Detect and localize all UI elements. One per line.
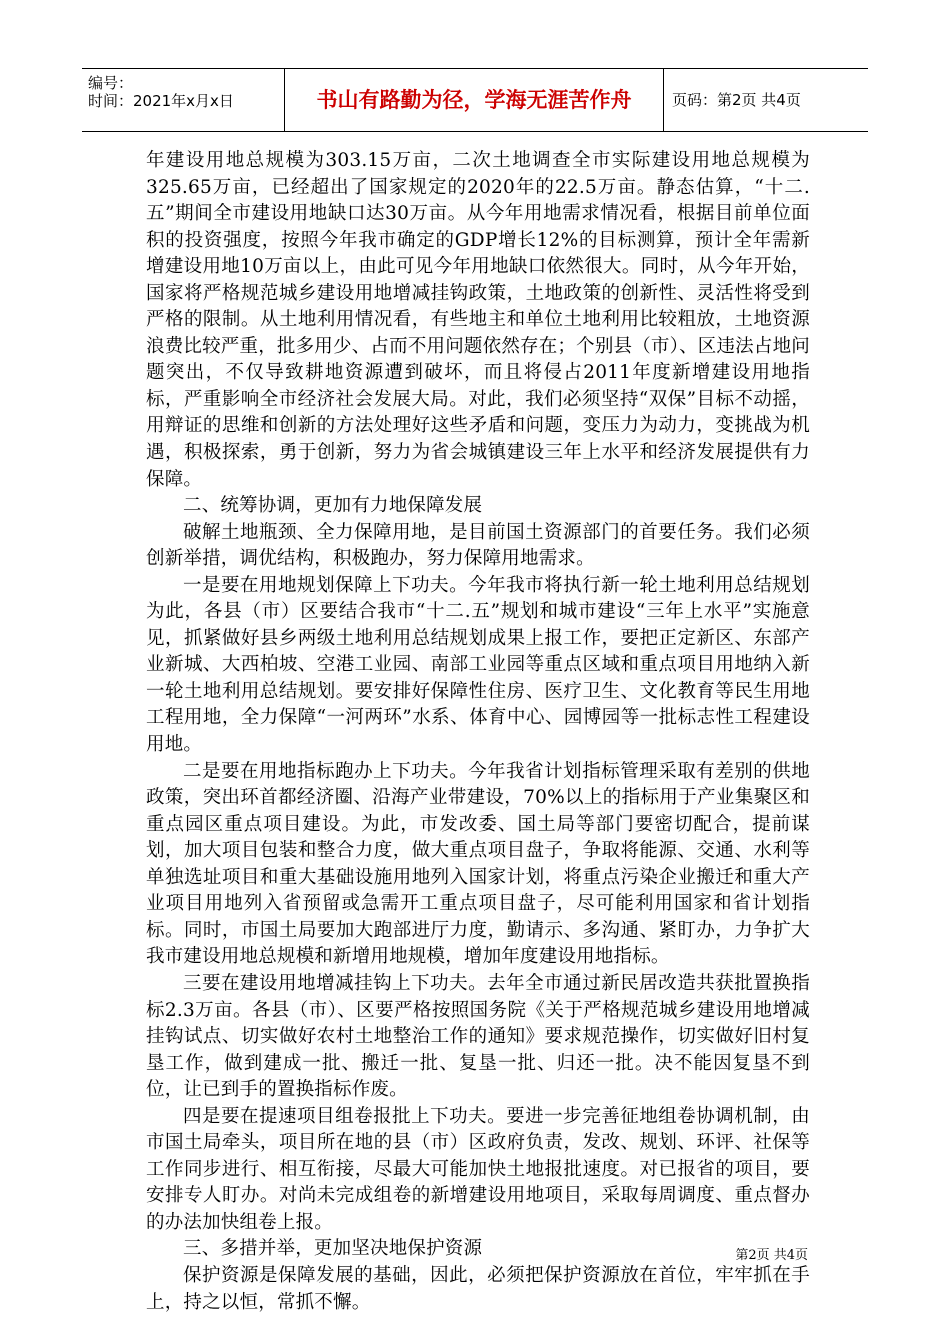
header-motto: 书山有路勤为径，学海无涯苦作舟: [285, 69, 664, 131]
section-heading: 二、统筹协调，更加有力地保障发展: [183, 495, 483, 517]
paragraph: 四是要在提速项目组卷报批上下功夫。要进一步完善征地组卷协调机制，由市国土局牵头，项目所在地的县（市）区政府负责，发改、规划、环评、社保等工作同步进行、相互衔接，尽最大可能加快土地报批速度。对已报省的项目，要安排专人盯办。对尚未完成组卷的新增建设用地项目，采取每周调度、重点督办的办法加快组卷上报。: [146, 1105, 810, 1233]
document-number-label: 编号：: [88, 74, 134, 92]
paragraph: 保护资源是保障发展的基础，因此，必须把保护资源放在首位，牢牢抓在手上，持之以恒，常抓不懈。: [146, 1264, 810, 1313]
paragraph: 一是要在用地规划保障上下功夫。今年我市将执行新一轮土地利用总结规划为此，各县（市）区要结合我市“十二.五”规划和城市建设“三年上水平”实施意见，抓紧做好县乡两级土地利用总结规划成果上报工作，要把正定新区、东部产业新城、大西柏坡、空港工业园、南部工业园等重点区域和重点项目用地纳入新一轮土地利用总结规划。要安排好保障性住房、医疗卫生、文化教育等民生用地工程用地，全力保障“一河两环”水系、体育中心、园博园等一批标志性工程建设用地。: [146, 574, 810, 756]
paragraph: 破解土地瓶颈、全力保障用地，是目前国土资源部门的首要任务。我们必须创新举措，调优结构，积极跑办，努力保障用地需求。: [146, 521, 810, 570]
page-header: [82, 68, 868, 132]
paragraph: 年建设用地总规模为303.15万亩，二次土地调查全市实际建设用地总规模为325.65万亩，已经超出了国家规定的2020年的22.5万亩。静态估算，“十二.五”期间全市建设用地缺口达30万亩。从今年用地需求情况看，根据目前单位面积的投资强度，按照今年我市确定的GDP增长12%的目标测算，预计全年需新增建设用地10万亩以上，由此可见今年用地缺口依然很大。同时，从今年开始，国家将严格规范城乡建设用地增减挂钩政策，土地政策的创新性、灵活性将受到严格的限制。从土地利用情况看，有些地主和单位土地利用比较粗放，土地资源浪费比较严重，批多用少、占而不用问题依然存在；个别县（市）、区违法占地问题突出，不仅导致耕地资源遭到破坏，而且将侵占2011年度新增建设用地指标，严重影响全市经济社会发展大局。对此，我们必须坚持“双保”目标不动摇，用辩证的思维和创新的方法处理好这些矛盾和问题，变压力为动力，变挑战为机遇，积极探索，勇于创新，努力为省会城镇建设三年上水平和经济发展提供有力保障。: [146, 150, 810, 490]
paragraph: 二是要在用地指标跑办上下功夫。今年我省计划指标管理采取有差别的供地政策，突出环首都经济圈、沿海产业带建设，70%以上的指标用于产业集聚区和重点园区重点项目建设。为此，市发改委、国土局等部门要密切配合，提前谋划，加大项目包装和整合力度，做大重点项目盘子，争取将能源、交通、水利等单独选址项目和重大基础设施用地列入国家计划，将重点污染企业搬迁和重大产业项目用地列入省预留或急需开工重点项目盘子，尽可能利用国家和省计划指标。同时，市国土局要加大跑部进厅力度，勤请示、多沟通、紧盯办，力争扩大我市建设用地总规模和新增用地规模，增加年度建设用地指标。: [146, 760, 810, 968]
document-body: [146, 148, 810, 1316]
section-heading: 三、多措并举，更加坚决地保护资源: [183, 1238, 483, 1260]
paragraph: 三要在建设用地增减挂钩上下功夫。去年全市通过新民居改造共获批置换指标2.3万亩。各县（市）、区要严格按照国务院《关于严格规范城乡建设用地增减挂钩试点、切实做好农村土地整治工作的通知》要求规范操作，切实做好旧村复垦工作，做到建成一批、搬迁一批、复垦一批、归还一批。决不能因复垦不到位，让已到手的置换指标作废。: [146, 972, 810, 1101]
header-meta: [82, 69, 285, 131]
document-time-label: 时间：2021年x月x日: [88, 92, 234, 110]
page-footer: 第2页 共4页: [735, 1248, 808, 1263]
header-page-code: 页码：第2页 共4页: [672, 91, 801, 109]
